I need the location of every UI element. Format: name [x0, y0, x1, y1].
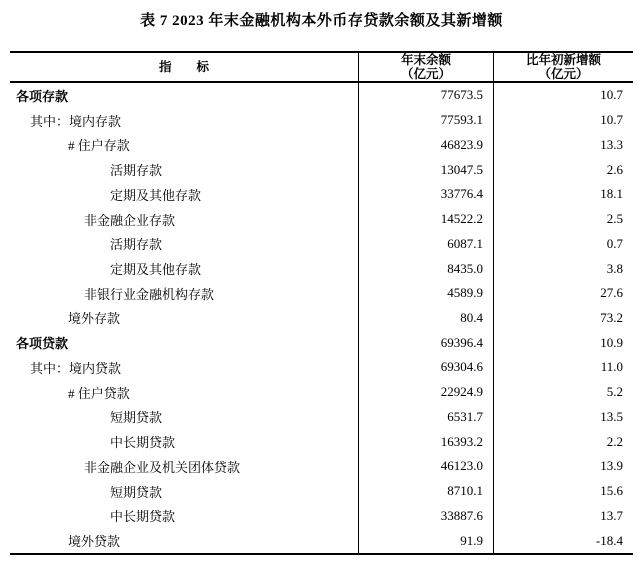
- deposit-loan-table: [10, 51, 633, 555]
- table-row: [10, 479, 633, 504]
- row-increase-value: 0.7: [493, 231, 633, 256]
- row-increase-value: 11.0: [493, 355, 633, 380]
- row-indicator-label: 中长期贷款: [110, 435, 176, 451]
- table-row: [10, 528, 633, 553]
- row-balance-value: 91.9: [358, 528, 493, 553]
- row-balance-value: 80.4: [358, 306, 493, 331]
- row-increase-value: 73.2: [493, 306, 633, 331]
- row-increase-value: -18.4: [493, 528, 633, 553]
- table-row: [10, 182, 633, 207]
- row-indicator-label: 短期贷款: [110, 410, 163, 426]
- row-balance-value: 69304.6: [358, 355, 493, 380]
- header-increase-line1: 比年初新增额: [525, 53, 601, 67]
- row-indicator-label: 中长期贷款: [110, 509, 176, 525]
- header-balance: [358, 53, 493, 81]
- row-indicator-label: 非金融企业及机关团体贷款: [84, 459, 241, 475]
- row-balance-value: 77673.5: [358, 83, 493, 108]
- row-balance-value: 33887.6: [358, 503, 493, 528]
- row-increase-value: 5.2: [493, 380, 633, 405]
- row-indicator-label: 活期存款: [110, 237, 163, 253]
- table-row: [10, 207, 633, 232]
- row-balance-value: 8435.0: [358, 256, 493, 281]
- table-row: [10, 108, 633, 133]
- row-increase-value: 18.1: [493, 182, 633, 207]
- row-balance-value: 69396.4: [358, 330, 493, 355]
- row-balance-value: 8710.1: [358, 479, 493, 504]
- row-indicator-label: 其中：境内贷款: [30, 360, 122, 376]
- table-row: [10, 281, 633, 306]
- row-balance-value: 77593.1: [358, 108, 493, 133]
- table-header-row: [10, 53, 633, 83]
- table-row: [10, 330, 633, 355]
- row-indicator-label: # 住户存款: [68, 138, 130, 154]
- row-increase-value: 13.3: [493, 132, 633, 157]
- row-indicator-label: 其中：境内存款: [30, 113, 122, 129]
- row-increase-value: 13.5: [493, 405, 633, 430]
- row-balance-value: 14522.2: [358, 207, 493, 232]
- row-indicator-label: 短期贷款: [110, 484, 163, 500]
- row-increase-value: 2.2: [493, 429, 633, 454]
- row-increase-value: 10.7: [493, 108, 633, 133]
- row-indicator-label: 定期及其他存款: [110, 187, 202, 203]
- header-balance-line1: 年末余额: [400, 53, 451, 67]
- row-balance-value: 16393.2: [358, 429, 493, 454]
- table-row: [10, 429, 633, 454]
- table-row: [10, 454, 633, 479]
- table-row: [10, 256, 633, 281]
- row-indicator-label: 各项存款: [16, 88, 69, 104]
- table-row: [10, 157, 633, 182]
- table-row: [10, 355, 633, 380]
- row-increase-value: 10.9: [493, 330, 633, 355]
- row-indicator-label: 非银行业金融机构存款: [84, 286, 215, 302]
- table-row: [10, 306, 633, 331]
- header-increase-line2: （亿元）: [538, 67, 589, 81]
- header-increase: [493, 53, 633, 81]
- table-row: [10, 132, 633, 157]
- row-balance-value: 13047.5: [358, 157, 493, 182]
- row-balance-value: 4589.9: [358, 281, 493, 306]
- row-indicator-label: 定期及其他存款: [110, 262, 202, 277]
- table-title: 表 7 2023 年末金融机构本外币存贷款余额及其新增额: [140, 13, 503, 29]
- row-balance-value: 46123.0: [358, 454, 493, 479]
- row-balance-value: 6531.7: [358, 405, 493, 430]
- row-increase-value: 10.7: [493, 83, 633, 108]
- header-indicator: 指 标: [158, 60, 209, 74]
- row-balance-value: 46823.9: [358, 132, 493, 157]
- row-indicator-label: 境外存款: [68, 311, 121, 327]
- table-row: [10, 503, 633, 528]
- table-row: [10, 83, 633, 108]
- table-row: [10, 380, 633, 405]
- row-indicator-label: 活期存款: [110, 163, 163, 179]
- table-row: [10, 405, 633, 430]
- row-indicator-label: 境外贷款: [68, 534, 121, 550]
- row-balance-value: 22924.9: [358, 380, 493, 405]
- row-indicator-label: # 住户贷款: [68, 385, 130, 401]
- row-increase-value: 13.7: [493, 503, 633, 528]
- header-balance-line2: （亿元）: [400, 67, 451, 81]
- row-increase-value: 3.8: [493, 256, 633, 281]
- row-increase-value: 27.6: [493, 281, 633, 306]
- row-increase-value: 2.5: [493, 207, 633, 232]
- row-indicator-label: 各项贷款: [16, 336, 69, 352]
- row-increase-value: 2.6: [493, 157, 633, 182]
- row-increase-value: 13.9: [493, 454, 633, 479]
- row-indicator-label: 非金融企业存款: [84, 212, 176, 228]
- table-row: [10, 231, 633, 256]
- row-balance-value: 33776.4: [358, 182, 493, 207]
- table-body: [10, 83, 633, 553]
- row-balance-value: 6087.1: [358, 231, 493, 256]
- row-increase-value: 15.6: [493, 479, 633, 504]
